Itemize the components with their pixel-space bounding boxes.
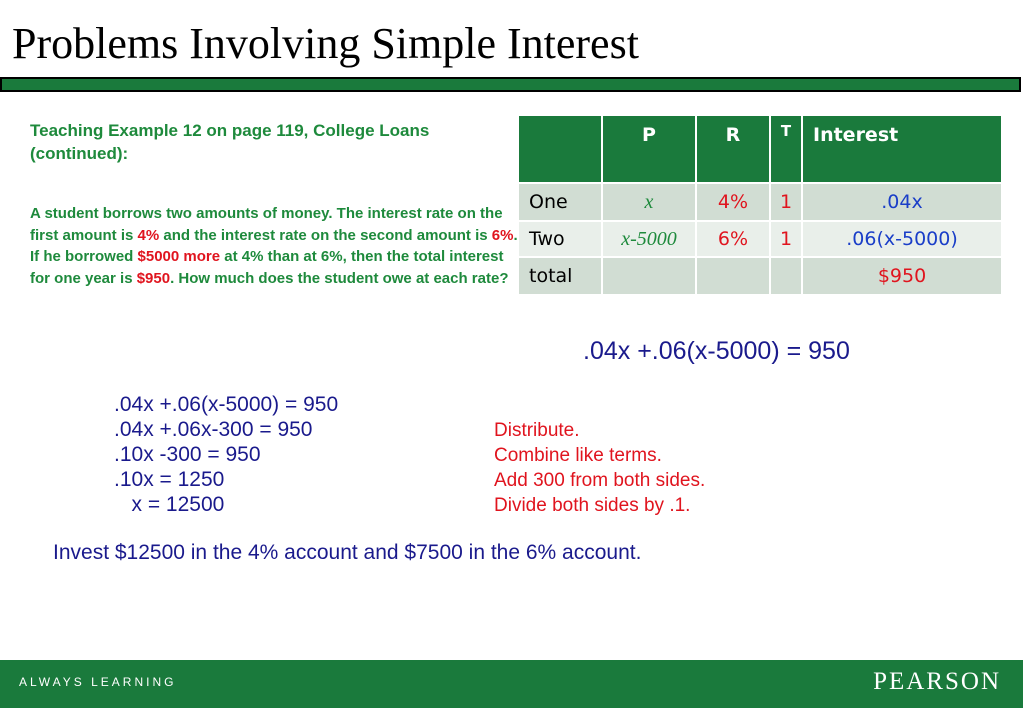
problem-text: . If he borrowed — [30, 226, 518, 265]
table-row — [518, 257, 1002, 295]
table-row — [518, 183, 1002, 221]
solution-steps — [114, 392, 338, 517]
solution-step: .10x = 1250 — [114, 468, 225, 491]
problem-statement — [30, 203, 520, 289]
table-header-cell — [518, 115, 602, 183]
principal-cell: x-5000 — [602, 221, 696, 257]
step-note: Combine like terms. — [494, 445, 662, 466]
principal-cell — [602, 257, 696, 295]
title-divider-bar — [0, 77, 1021, 92]
interest-table — [517, 114, 1003, 296]
problem-text: at 4% than at 6%, then the total interest for one year is — [30, 248, 504, 287]
rate-cell — [696, 257, 770, 295]
table-header-cell: Interest — [802, 115, 1002, 183]
rate-two-highlight: 6% — [491, 226, 514, 244]
solution-step: x = 12500 — [114, 493, 225, 516]
main-equation: .04x +.06(x-5000) = 950 — [583, 337, 850, 365]
pearson-logo: PEARSON — [873, 668, 1001, 695]
step-note: Distribute. — [494, 420, 580, 441]
table-header-cell: P — [602, 115, 696, 183]
total-interest-highlight: $950 — [136, 269, 171, 287]
step-notes — [494, 418, 705, 518]
table-header-row — [518, 115, 1002, 183]
conclusion-text: Invest $12500 in the 4% account and $7500 in the 6% account. — [53, 541, 642, 564]
time-cell — [770, 257, 802, 295]
row-label: Two — [518, 221, 602, 257]
solution-step: .04x +.06x-300 = 950 — [114, 418, 313, 441]
table-row — [518, 221, 1002, 257]
interest-cell: .04x — [802, 183, 1002, 221]
time-cell: 1 — [770, 221, 802, 257]
footer-tagline: ALWAYS LEARNING — [19, 675, 177, 689]
solution-step: .10x -300 = 950 — [114, 443, 261, 466]
rate-one-highlight: 4% — [137, 226, 160, 244]
interest-cell: $950 — [802, 257, 1002, 295]
rate-cell: 6% — [696, 221, 770, 257]
problem-text: . How much does the student owe at each rate? — [170, 269, 509, 287]
step-note: Divide both sides by .1. — [494, 495, 691, 516]
table-header-cell: R — [696, 115, 770, 183]
problem-text: and the interest rate on the second amount is — [159, 226, 492, 244]
principal-cell: x — [602, 183, 696, 221]
row-label: total — [518, 257, 602, 295]
rate-cell: 4% — [696, 183, 770, 221]
solution-step: .04x +.06(x-5000) = 950 — [114, 393, 339, 416]
example-heading: Teaching Example 12 on page 119, College Loans (continued): — [30, 121, 430, 163]
interest-cell: .06(x-5000) — [802, 221, 1002, 257]
problem-text: A student borrows two amounts of money. The interest rate on the first amount is — [30, 205, 503, 244]
page-title: Problems Involving Simple Interest — [12, 19, 639, 68]
row-label: One — [518, 183, 602, 221]
footer-bar — [0, 660, 1023, 708]
difference-highlight: $5000 more — [137, 248, 221, 265]
table-header-cell: T — [770, 115, 802, 183]
step-note: Add 300 from both sides. — [494, 470, 706, 491]
time-cell: 1 — [770, 183, 802, 221]
